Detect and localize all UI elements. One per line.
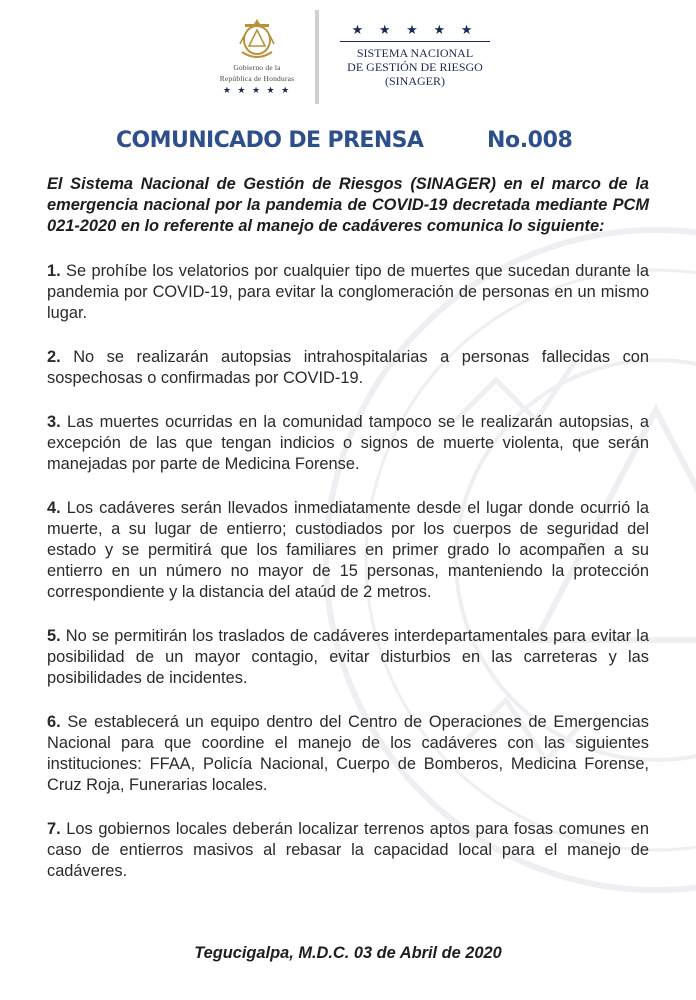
sinager-name-line-2: DE GESTIÓN DE RIESGO xyxy=(347,60,483,75)
item-number: 7. xyxy=(47,820,61,838)
list-item xyxy=(47,261,649,324)
government-stars: ★ ★ ★ ★ ★ xyxy=(222,85,292,96)
header-divider xyxy=(315,10,319,104)
item-number: 2. xyxy=(47,348,61,366)
item-number: 3. xyxy=(47,413,61,431)
government-name-line-2: República de Honduras xyxy=(219,73,295,83)
letterhead xyxy=(0,6,696,106)
item-number: 6. xyxy=(47,713,61,731)
sinager-rule xyxy=(340,41,490,42)
government-logo xyxy=(205,16,309,96)
list-item xyxy=(47,347,649,389)
item-text: No se permitirán los traslados de cadáveres interdepartamentales para evitar la posibilidad de un mayor contagio, evitar disturbios en las carreteras y las posibilidades de incidentes. xyxy=(47,627,649,687)
item-text: No se realizarán autopsias intrahospitalarias a personas fallecidas con sospechosas o confirmadas por COVID-19. xyxy=(47,348,649,387)
document-number: No.008 xyxy=(487,128,573,153)
list-item xyxy=(47,412,649,475)
list-item xyxy=(47,819,649,882)
item-number: 4. xyxy=(47,499,61,517)
place-and-date: Tegucigalpa, M.D.C. 03 de Abril de 2020 xyxy=(194,944,502,962)
list-item xyxy=(47,498,649,603)
item-number: 1. xyxy=(47,262,61,280)
item-text: Las muertes ocurridas en la comunidad tampoco se le realizarán autopsias, a excepción de las que tengan indicios o signos de muerte violenta, que serán manejadas por parte de Medicina Forense. xyxy=(47,413,649,473)
sinager-name-line-1: SISTEMA NACIONAL xyxy=(356,46,474,60)
sinager-stars: ★ ★ ★ ★ ★ xyxy=(351,22,479,37)
sinager-name-line-3: (SINAGER) xyxy=(385,74,445,89)
sinager-logo xyxy=(335,22,495,88)
document-title: COMUNICADO DE PRENSA xyxy=(116,128,424,153)
item-text: Se prohíbe los velatorios por cualquier tipo de muertes que sucedan durante la pandemia por COVID-19, para evitar la conglomeración de personas en un mismo lugar. xyxy=(47,262,649,322)
title-row xyxy=(0,128,696,164)
government-name-line-1: Gobierno de la xyxy=(233,63,281,72)
intro-paragraph: El Sistema Nacional de Gestión de Riesgos (SINAGER) en el marco de la emergencia nacional por la pandemia de COVID-19 decretada mediante PCM 021-2020 en lo referente al manejo de cadáveres comunica lo siguiente: xyxy=(47,175,649,235)
list-item xyxy=(47,712,649,796)
honduras-coat-of-arms-icon xyxy=(236,16,278,62)
item-text: Se establecerá un equipo dentro del Centro de Operaciones de Emergencias Nacional para que coordine el manejo de los cadáveres con las siguientes instituciones: FFAA, Policía Nacional, Cuerpo de Bomberos, Medicina Forense, Cruz Roja, Funerarias locales. xyxy=(47,713,649,794)
item-text: Los gobiernos locales deberán localizar terrenos aptos para fosas comunes en caso de entierros masivos al rebasar la capacidad local para el manejo de cadáveres. xyxy=(47,820,649,880)
document-body xyxy=(47,174,649,905)
item-number: 5. xyxy=(47,627,61,645)
item-text: Los cadáveres serán llevados inmediatamente desde el lugar donde ocurrió la muerte, a su lugar de entierro; custodiados por los cuerpos de seguridad del estado y se permitirá que los familiares en primer grado lo acompañen a su entierro en un número no mayor de 15 personas, manteniendo la protección correspondiente y la distancia del ataúd de 2 metros. xyxy=(47,499,649,601)
list-item xyxy=(47,626,649,689)
